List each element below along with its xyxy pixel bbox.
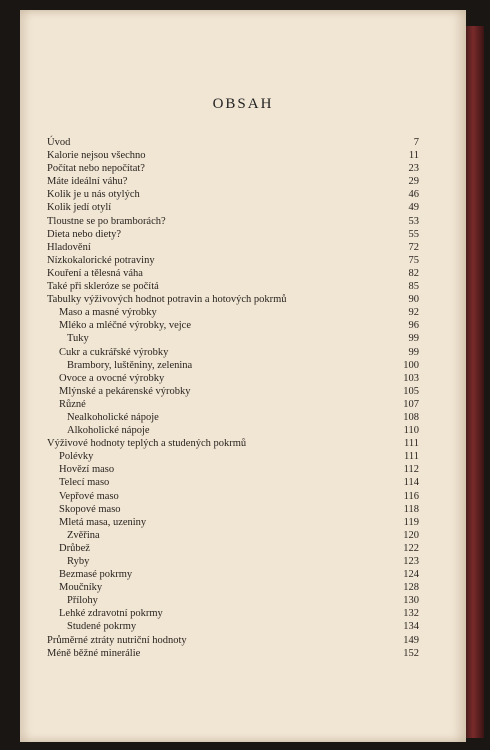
toc-entry-label: Nealkoholické nápoje: [67, 411, 159, 423]
toc-entry-page: 112: [403, 464, 419, 476]
toc-entry: [47, 398, 419, 411]
book-page: [20, 10, 466, 742]
toc-entry-page: 128: [403, 582, 419, 594]
toc-entry-page: 124: [403, 569, 419, 581]
toc-entry: [47, 516, 419, 529]
toc-entry-label: Zvěřina: [67, 529, 100, 541]
toc-entry: [47, 254, 419, 267]
toc-entry: [47, 476, 419, 489]
toc-entry-label: Také při skleróze se počítá: [47, 281, 159, 293]
toc-entry: [47, 385, 419, 398]
toc-entry-page: 82: [408, 267, 419, 279]
toc-entry-label: Cukr a cukrářské výrobky: [59, 346, 169, 358]
toc-entry-page: 72: [408, 241, 419, 253]
toc-entry-label: Hovězí maso: [59, 464, 115, 476]
toc-entry-page: 49: [408, 202, 419, 214]
toc-entry-label: Alkoholické nápoje: [67, 425, 150, 437]
toc-entry-page: 103: [403, 372, 419, 384]
toc-entry-label: Méně běžné minerálie: [47, 647, 141, 659]
toc-entry: [47, 594, 419, 607]
toc-entry-label: Brambory, luštěniny, zelenina: [67, 359, 193, 371]
toc-entry-label: Mletá masa, uzeniny: [59, 516, 147, 528]
toc-entry: [47, 293, 419, 306]
toc-entry: [47, 372, 419, 385]
toc-entry-page: 134: [403, 621, 419, 633]
toc-entry-page: 116: [403, 490, 419, 502]
toc-entry: [47, 620, 419, 633]
toc-entry-page: 96: [408, 320, 419, 332]
page-title: OBSAH: [212, 96, 274, 112]
toc-entry-page: 114: [403, 477, 419, 489]
toc-entry-page: 53: [408, 215, 419, 227]
toc-entry-label: Polévky: [59, 451, 94, 463]
toc-entry-label: Máte ideální váhu?: [47, 176, 128, 188]
toc-entry-page: 107: [403, 398, 419, 410]
toc-entry-label: Počítat nebo nepočítat?: [47, 163, 145, 175]
toc-entry: [47, 437, 419, 450]
toc-entry-page: 7: [413, 137, 419, 148]
toc-entry-page: 123: [403, 556, 419, 567]
toc-entry: [47, 542, 419, 555]
toc-entry-label: Ryby: [67, 556, 90, 567]
table-of-contents: [47, 136, 419, 660]
toc-entry-label: Bezmasé pokrmy: [59, 569, 133, 581]
toc-entry-label: Kouření a tělesná váha: [47, 267, 143, 279]
toc-entry: [47, 503, 419, 516]
toc-entry-page: 108: [403, 411, 419, 423]
toc-entry-label: Tloustne se po bramborách?: [47, 215, 166, 227]
toc-entry: [47, 607, 419, 620]
toc-entry-label: Průměrné ztráty nutriční hodnoty: [47, 634, 187, 646]
toc-entry: [47, 149, 419, 162]
toc-entry-page: 92: [408, 307, 419, 319]
toc-entry: [47, 188, 419, 201]
toc-entry: [47, 450, 419, 463]
toc-entry-label: Přílohy: [67, 595, 98, 607]
toc-entry: [47, 162, 419, 175]
toc-entry-page: 100: [403, 359, 419, 371]
toc-entry-label: Kolik je u nás otylých: [47, 189, 140, 201]
toc-entry-label: Mlýnské a pekárenské výrobky: [59, 385, 191, 397]
toc-entry-page: 120: [403, 529, 419, 541]
toc-entry-label: Studené pokrmy: [67, 621, 137, 633]
toc-entry-label: Telecí maso: [59, 477, 110, 489]
toc-entry: [47, 463, 419, 476]
toc-entry: [47, 581, 419, 594]
toc-entry: [47, 332, 419, 345]
book-page-edge: [466, 26, 484, 738]
toc-entry-label: Vepřové maso: [59, 490, 119, 502]
toc-entry: [47, 228, 419, 241]
toc-entry-page: 55: [408, 228, 419, 240]
toc-entry-label: Nízkokalorické potraviny: [47, 254, 155, 266]
toc-entry: [47, 359, 419, 372]
toc-entry-page: 99: [408, 346, 419, 358]
toc-entry-page: 23: [408, 163, 419, 175]
toc-entry-label: Maso a masné výrobky: [59, 307, 157, 319]
toc-entry-label: Kalorie nejsou všechno: [47, 150, 146, 162]
toc-entry: [47, 346, 419, 359]
toc-entry-page: 90: [408, 294, 419, 306]
toc-entry-page: 118: [403, 503, 419, 515]
toc-entry-page: 152: [403, 647, 419, 659]
toc-entry-page: 122: [403, 542, 419, 554]
toc-entry-label: Mléko a mléčné výrobky, vejce: [59, 320, 191, 332]
toc-entry-page: 46: [408, 189, 419, 201]
toc-entry: [47, 215, 419, 228]
toc-entry-page: 29: [408, 176, 419, 188]
toc-entry-page: 110: [403, 425, 419, 437]
toc-entry-page: 111: [404, 438, 419, 450]
toc-entry-label: Kolik jedí otylí: [47, 202, 112, 214]
toc-entry-label: Skopové maso: [59, 503, 121, 515]
toc-entry-page: 111: [404, 451, 419, 463]
toc-entry: [47, 647, 419, 660]
toc-entry: [47, 490, 419, 503]
toc-entry-page: 132: [403, 608, 419, 620]
toc-entry-page: 105: [403, 385, 419, 397]
toc-entry: [47, 306, 419, 319]
toc-entry-page: 75: [408, 254, 419, 266]
toc-entry-page: 119: [403, 516, 419, 528]
toc-entry: [47, 424, 419, 437]
toc-entry: [47, 136, 419, 149]
toc-entry-label: Ovoce a ovocné výrobky: [59, 372, 165, 384]
toc-entry-page: 99: [408, 333, 419, 345]
toc-entry: [47, 555, 419, 568]
toc-entry: [47, 319, 419, 332]
toc-entry: [47, 280, 419, 293]
toc-entry: [47, 529, 419, 542]
toc-entry-page: 149: [403, 634, 419, 646]
toc-entry: [47, 201, 419, 214]
toc-entry-label: Lehké zdravotní pokrmy: [59, 608, 163, 620]
toc-entry: [47, 568, 419, 581]
toc-entry: [47, 175, 419, 188]
toc-entry: [47, 634, 419, 647]
toc-entry-label: Drůbež: [59, 542, 90, 554]
toc-entry-label: Dieta nebo diety?: [47, 228, 122, 240]
toc-entry-page: 130: [403, 595, 419, 607]
toc-entry-label: Různé: [59, 398, 86, 410]
toc-entry-page: 85: [408, 281, 419, 293]
toc-entry-label: Moučníky: [59, 582, 103, 594]
toc-entry: [47, 411, 419, 424]
toc-entry: [47, 267, 419, 280]
toc-entry-label: Hladovění: [47, 241, 91, 253]
toc-entry-page: 11: [408, 150, 419, 162]
toc-entry-label: Výživové hodnoty teplých a studených pokrmů: [47, 438, 247, 450]
toc-entry: [47, 241, 419, 254]
toc-entry-label: Úvod: [47, 137, 71, 148]
toc-entry-label: Tuky: [67, 333, 89, 345]
toc-entry-label: Tabulky výživových hodnot potravin a hotových pokrmů: [47, 294, 287, 306]
